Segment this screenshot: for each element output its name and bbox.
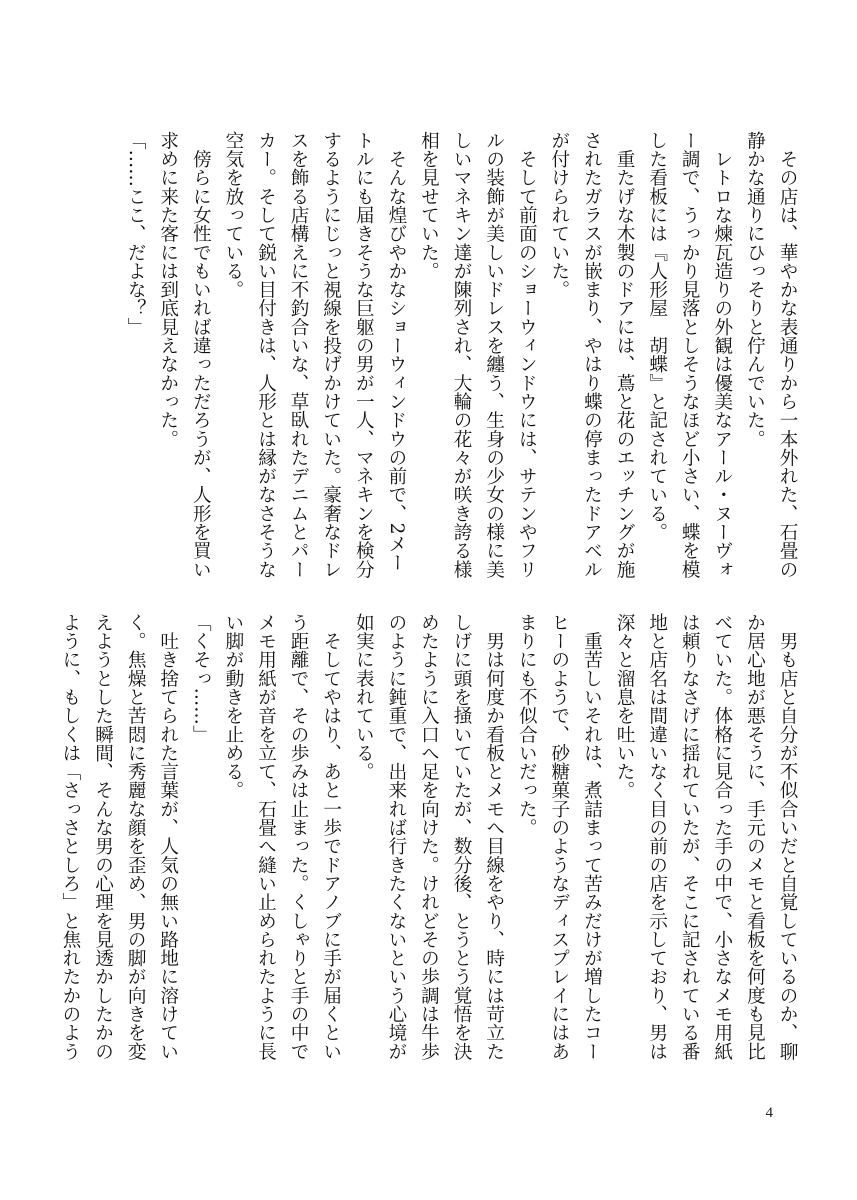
text-column: そして前面のショーウィンドウには、サテンやフリ [516,131,538,579]
text-column: トルにも届きそうな巨躯の男が一人、マネキンを検分 [353,131,375,579]
page-number: 4 [765,1105,773,1121]
text-column: 深々と溜息を吐いた。 [614,613,636,800]
text-column: しげに頭を掻いていたが、数分後、とうとう覚悟を決 [451,613,473,1061]
text-column: のように鈍重で、出来れば行きたくないという心境が [385,613,407,1061]
text-column: するようにじっと視線を投げかけていた。豪奢なドレ [320,131,342,579]
text-column: 男も店と自分が不似合いだと自覚しているのか、聊 [777,613,798,1061]
text-column: めたように入口へ足を向けた。けれどその歩調は牛歩 [418,613,440,1061]
text-column: 求めに来た客には到底見えなかった。 [157,131,179,449]
text-column: か居心地が悪そうに、手元のメモと看板を何度も見比 [744,613,766,1061]
lower-text-block [53,613,803,1093]
text-column: 「くそっ……」 [190,613,212,744]
text-column: ー調で、うっかり見落としそうなほど小さい、蝶を模 [679,131,701,579]
text-column: 傍らに女性でもいれば違っただろうが、人形を買い [190,131,212,579]
text-column: 静かな通りにひっそりと佇んでいた。 [744,131,766,449]
text-column: そしてやはり、あと一歩でドアノブに手が届くとい [320,613,342,1061]
text-column: 相を見せていた。 [418,131,440,281]
text-column: う距離で、その歩みは止まった。くしゃりと手の中で [288,613,310,1061]
text-column: ルの装飾が美しいドレスを纏う、生身の少女の様に美 [483,131,505,579]
text-column: そんな煌びやかなショーウィンドウの前で、2メー [385,131,407,572]
text-column: カー。そして鋭い目付きは、人形とは縁がなさそうな [255,131,277,579]
text-column: が付けられていた。 [548,131,570,299]
text-column: 男は何度か看板とメモへ目線をやり、時には苛立た [483,613,505,1061]
text-column: べていた。体格に見合った手の中で、小さなメモ用紙 [711,613,733,1061]
text-column: 空気を放っている。 [222,131,244,299]
text-column: 地と店名は間違いなく目の前の店を示しており、男は [646,613,668,1061]
text-column: まりにも不似合いだった。 [516,613,538,837]
text-column: レトロな煉瓦造りの外観は優美なアール・ヌーヴォ [711,131,733,579]
text-column: 重苦しいそれは、煮詰まって苦みだけが増したコー [581,613,603,1061]
text-column: 重たげな木製のドアには、蔦と花のエッチングが施 [614,131,636,579]
text-column: ヒーのようで、砂糖菓子のようなディスプレイにはあ [548,613,570,1061]
text-column: メモ用紙が音を立て、石畳へ縫い止められたように長 [255,613,277,1061]
text-column: えようとした瞬間、そんな男の心理を見透かしたかの [92,613,114,1061]
text-column: その店は、華やかな表通りから一本外れた、石畳の [777,131,798,579]
text-column: した看板には『人形屋 胡蝶』と記されている。 [646,131,668,542]
text-column: く。焦燥と苦悶に秀麗な顔を歪め、男の脚が向きを変 [125,613,147,1061]
text-column: 如実に表れている。 [353,613,375,781]
text-column: スを飾る店構えに不釣合いな、草臥れたデニムとパー [288,131,310,579]
text-column: い脚が動きを止める。 [222,613,244,800]
text-column: 吐き捨てられた言葉が、人気の無い路地に溶けてい [157,613,179,1061]
text-column: 「……ここ、だよな？」 [125,131,147,337]
upper-text-block [119,131,803,591]
text-column: は頼りなさげに揺れていたが、そこに記されている番 [679,613,701,1061]
text-column: ように、もしくは「さっさとしろ」と焦れたかのよう [59,613,81,1061]
text-column: されたガラスが嵌まり、やはり蝶の停まったドアベル [581,131,603,579]
text-column: しいマネキン達が陳列され、大輪の花々が咲き誇る様 [451,131,473,579]
